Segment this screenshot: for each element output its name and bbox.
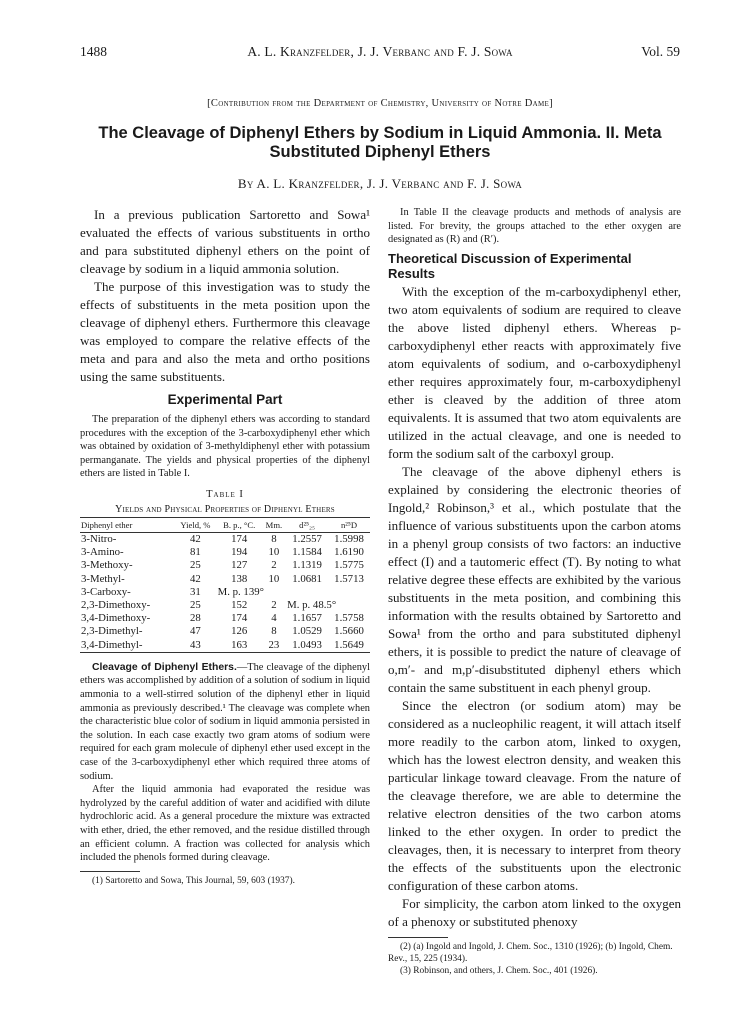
table-cell: 2,3-Dimethoxy-	[81, 598, 151, 611]
table-cell: M. p. 139°	[217, 585, 264, 598]
right-column	[388, 206, 681, 977]
table-cell: 3-Methoxy-	[81, 559, 133, 572]
cleavage-paragraph-1	[80, 661, 370, 783]
table-cell: 8	[271, 532, 277, 545]
table-row	[80, 612, 370, 625]
intro-paragraph-1: In a previous publication Sartoretto and Sowa¹ evaluated the effects of various substituents in ortho and para substituted diphenyl ethers on the point of cleavage by sodium in a liquid ammonia solution.	[80, 207, 370, 276]
table-row	[80, 586, 370, 599]
table-cell: 4	[271, 612, 277, 625]
table-header-row	[80, 517, 370, 532]
table-cell: 3-Methyl-	[81, 572, 125, 585]
table-cell: 126	[231, 625, 248, 638]
footnote-divider-right	[388, 937, 448, 938]
cleavage-run-in-heading: Cleavage of Diphenyl Ethers.	[92, 661, 237, 673]
table-cell: 28	[190, 612, 201, 625]
table-row	[80, 532, 370, 546]
table-cell: 42	[190, 572, 201, 585]
col-header-mm: Mm.	[262, 517, 286, 532]
article-title: The Cleavage of Diphenyl Ethers by Sodium in Liquid Ammonia. II. Meta Substituted Diphenyl Ethers	[98, 124, 662, 161]
table-cell: 8	[271, 625, 277, 638]
table-cell: 1.6190	[334, 546, 364, 559]
table-cell: 2	[271, 559, 277, 572]
volume-number: Vol. 59	[641, 44, 680, 59]
table-row	[80, 573, 370, 586]
theory-heading: Theoretical Discussion of Experimental Results	[388, 250, 632, 281]
cleavage-paragraph-1-text: —The cleavage of the diphenyl ethers was accomplished by addition of a solution of sodium in liquid ammonia to a well-stirred solution of the diphenyl ether in liquid ammonia as previously described.¹ The cleavage was complete when the characteristic blue color of sodium in liquid ammonia persisted in the solution. In each case exactly two gram atoms of sodium were required for each gram molecule of diphenyl ether used except in the case of the 3-carboxydiphenyl ether which required three atoms of sodium.	[80, 661, 371, 782]
table-cell: 10	[268, 546, 280, 559]
table-cell: 1.5758	[334, 612, 364, 625]
table-cell: 1.1319	[292, 559, 322, 572]
table-cell: 10	[268, 572, 280, 585]
contribution-line: [Contribution from the Department of Chemistry, University of Notre Dame]	[207, 98, 553, 109]
footnote-3: (3) Robinson, and others, J. Chem. Soc., 401 (1926).	[400, 965, 598, 976]
table-cell: 1.0681	[292, 572, 322, 585]
table-cell: 1.2557	[292, 532, 322, 545]
table-cell: 1.0493	[292, 638, 322, 651]
table-cell: 3,4-Dimethoxy-	[81, 612, 151, 625]
left-column	[80, 206, 370, 887]
table-cell: 127	[231, 559, 248, 572]
table-cell: 1.5660	[334, 625, 364, 638]
table-cell: 1.1657	[292, 612, 322, 625]
table-cell: 138	[231, 572, 248, 585]
table-cell: 1.0529	[292, 625, 322, 638]
table-cell: 81	[190, 546, 201, 559]
footnote-2: (2) (a) Ingold and Ingold, J. Chem. Soc., 1310 (1926); (b) Ingold, Chem. Rev., 15, 225 (1934).	[388, 941, 673, 964]
table-row	[80, 625, 370, 638]
table-cell: 23	[268, 638, 280, 651]
table-cell: 31	[190, 585, 201, 598]
table-row	[80, 599, 370, 612]
table-caption: Table I	[206, 488, 244, 500]
table-cell: 3,4-Dimethyl-	[81, 638, 143, 651]
theory-paragraph-1: With the exception of the m-carboxydiphenyl ether, two atom equivalents of sodium are required to cleave the above listed diphenyl ethers. Whereas p-carboxydiphenyl ether reacts with approximately five atom equivalents of sodium, and o-carboxydiphenyl ether requires approximately four, m-carboxydiphenyl ether is cleaved by the addition of three atom equivalents. It is assumed that two atom equivalents are utilized in the actual cleavage, and one is needed to form the sodium salt of the carboxyl group.	[388, 283, 681, 461]
experimental-paragraph: The preparation of the diphenyl ethers was according to standard procedures with the exception of the 3-carboxydiphenyl ether which was obtained by oxidation of 3-methyldiphenyl ether with potassium permanganate. The yields and physical properties of the diphenyl ethers are listed in Table I.	[80, 414, 370, 480]
theory-paragraph-4: For simplicity, the carbon atom linked to the oxygen of a phenoxy or substituted phenoxy	[388, 895, 681, 929]
table-subcaption: Yields and Physical Properties of Diphenyl Ethers	[115, 503, 335, 515]
table-cell: 1.5775	[334, 559, 364, 572]
table-cell: 152	[231, 598, 248, 611]
table-cell: 47	[190, 625, 201, 638]
col-header-density: d²⁵₂₅	[286, 517, 328, 532]
table-cell: 3-Nitro-	[81, 532, 117, 545]
table-cell: 1.5649	[334, 638, 364, 651]
page-number: 1488	[80, 44, 107, 59]
table-cell: 1.5713	[334, 572, 364, 585]
table-cell: 43	[190, 638, 201, 651]
table-cell: 1.5998	[334, 532, 364, 545]
theory-paragraph-2: The cleavage of the above diphenyl ethers is explained by considering the electronic theories of Ingold,² Robinson,³ et al., which postulate that the influence of various substituents upon the carbon atoms in a phenyl group consists of two factors: an inductive effect (I) and a tautomeric effect (T). By noting to what relative degree these effects are exhibited by the various substituents in the meta position, and combining this information with the results obtained by Sartoretto and Sowa¹ from the ortho and para substituted diphenyl ethers, it is possible to predict the nature of cleavage of o,m′- and m,p′-disubstituted diphenyl ethers which contain the same substituent in each phenyl group.	[388, 463, 681, 695]
table2-note: In Table II the cleavage products and methods of analysis are listed. For brevity, the groups attached to the ether oxygen are designated as (R) and (R′).	[388, 207, 681, 246]
table-cell: 25	[190, 598, 201, 611]
table-cell: 163	[231, 638, 248, 651]
table-cell: 42	[190, 532, 201, 545]
byline: By A. L. Kranzfelder, J. J. Verbanc and F. J. Sowa	[237, 176, 523, 191]
table-cell: M. p. 48.5°	[287, 598, 337, 611]
footnote-divider	[80, 871, 140, 872]
table-body	[80, 532, 370, 652]
col-header-yield: Yield, %	[174, 517, 216, 532]
table-row	[80, 546, 370, 559]
experimental-heading: Experimental Part	[167, 392, 283, 407]
properties-table	[80, 517, 370, 653]
col-header-bp: B. p., °C.	[217, 517, 262, 532]
table-cell: 3-Carboxy-	[81, 585, 131, 598]
table-cell: 2,3-Dimethyl-	[81, 625, 143, 638]
intro-paragraph-2: The purpose of this investigation was to study the effects of substituents in the meta position upon the cleavage of diphenyl ethers. Furthermore this cleavage was employed to compare the relative effects of the meta and para and also the meta and ortho positions using the same substituents.	[80, 279, 370, 384]
running-header	[80, 44, 680, 62]
table-cell: 25	[190, 559, 201, 572]
table-row	[80, 639, 370, 653]
col-header-ether: Diphenyl ether	[80, 517, 174, 532]
table-cell: 174	[231, 612, 248, 625]
table-cell: 3-Amino-	[81, 546, 124, 559]
col-header-refractive-index: n²⁵D	[328, 517, 370, 532]
footnote-1: (1) Sartoretto and Sowa, This Journal, 59, 603 (1937).	[92, 875, 295, 886]
table-cell: 194	[231, 546, 248, 559]
table-cell: 1.1584	[292, 546, 322, 559]
table-row	[80, 559, 370, 572]
table-cell: 2	[271, 598, 277, 611]
theory-paragraph-3: Since the electron (or sodium atom) may be considered as a nucleophilic reagent, it will attach itself more readily to the carbon atom, linked to oxygen, which has the lowest electron density, and weaken this particular linkage toward cleavage. From the nature of the cleavage therefore, we are able to determine the relative electron densities of the two carbon atoms linked to the ether oxygen. In order to predict the cleavages, then, it is necessary to interpret from theory the effects of the substituents upon the electronic configuration of these carbon atoms.	[388, 697, 681, 893]
table-cell: 174	[231, 532, 248, 545]
cleavage-paragraph-2: After the liquid ammonia had evaporated the residue was hydrolyzed by the careful addition of water and acidified with dilute hydrochloric acid. As a general procedure the mixture was extracted with ether, dried, the ether removed, and the residue distilled through an efficient column. A fraction was collected for analysis which included the phenols formed during cleavage.	[80, 784, 370, 864]
running-authors: A. L. Kranzfelder, J. J. Verbanc and F. J. Sowa	[247, 44, 513, 59]
